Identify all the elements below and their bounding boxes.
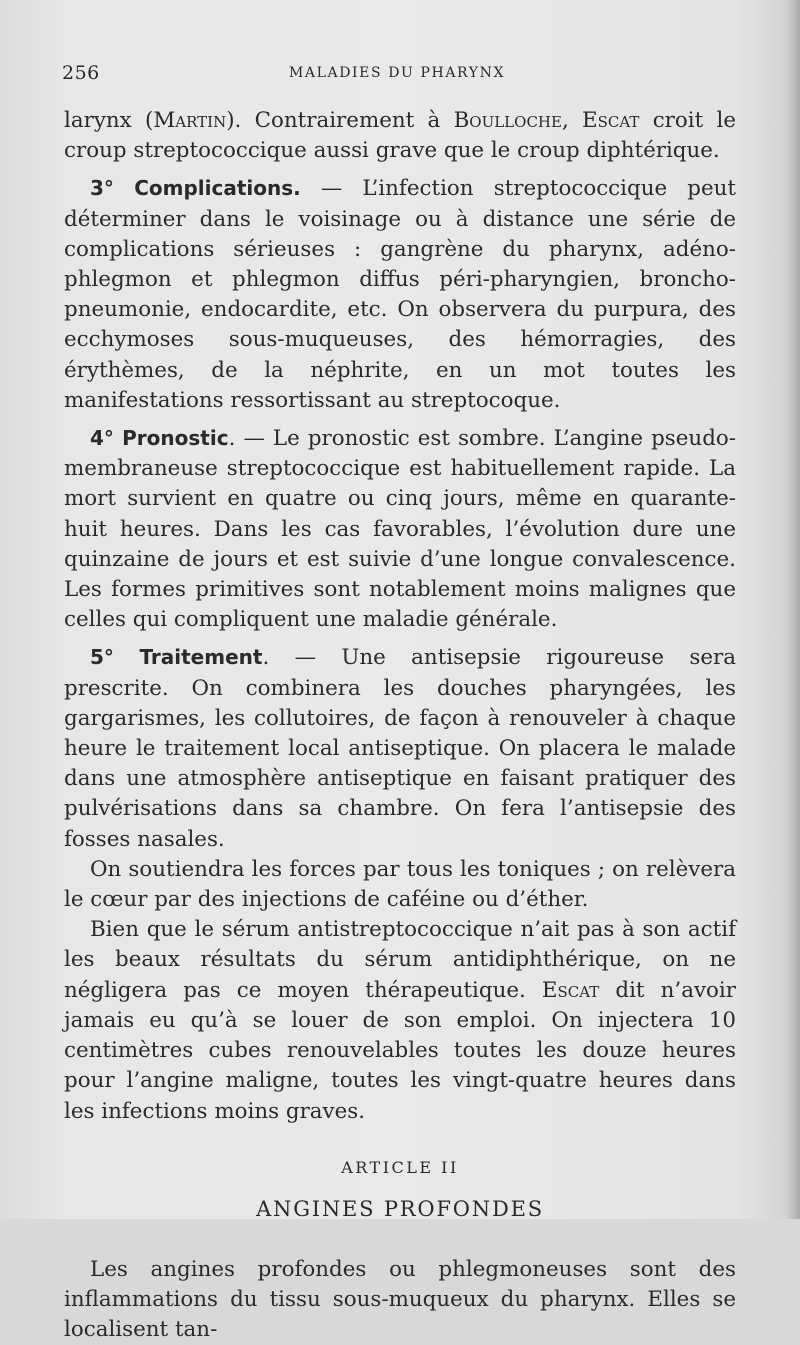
section-heading-traitement: 5° Traitement (90, 645, 263, 670)
paragraph-serum (64, 915, 736, 1126)
section-heading-complications: 3° Complications. (90, 176, 301, 201)
paragraph-toniques: On soutiendra les forces par tous les toniques ; on relèvera le cœur par des injections de caféine ou d’éther. (64, 856, 736, 913)
text-run: croit le croup streptococcique aussi grave que le croup diphtérique. (64, 108, 736, 164)
section-text: — L’infection streptococcique peut déterminer dans le voisinage ou à distance une série de complications sérieuses : gangrène du pharynx, adéno-phlegmon et phlegmon diffus péri-pharyngien, broncho-pneumonie, endocardite, etc. On observera du purpura, des ecchymoses sous-muqueuses, des hémorragies, des érythèmes, de la néphrite, en un mot toutes les manifestations ressortissant au streptocoque. (64, 176, 736, 413)
text-run: dit n’avoir jamais eu qu’à se louer de son emploi. On injectera 10 centimètres cubes renouvelables toutes les douze heures pour l’angine maligne, toutes les vingt-quatre heures dans les infections moins graves. (64, 977, 736, 1124)
author-name: Boulloche (453, 108, 562, 133)
text-run: ). Contrairement à (226, 108, 454, 133)
page-number: 256 (62, 62, 100, 84)
paragraph-larynx (64, 106, 736, 166)
page-edge-shadow (786, 0, 800, 1219)
page-header (62, 62, 732, 86)
article-title: ANGINES PROFONDES (256, 1196, 544, 1221)
running-head: MALADIES DU PHARYNX (288, 65, 506, 81)
section-text: . — Le pronostic est sombre. L’angine pseudo-membraneuse streptococcique est habituellement rapide. La mort survient en quatre ou cinq jours, même en quarante-huit heures. Dans les cas favorables, l’évolution dure une quinzaine de jours et est suivie d’une longue convalescence. Les formes primitives sont notablement moins malignes que celles qui compliquent une maladie générale. (64, 426, 736, 633)
paragraph-complications (64, 173, 736, 416)
paragraph-angines-profondes: Les angines profondes ou phlegmoneuses sont des inflammations du tissu sous-muqueux du pharynx. Elles se localisent tan- (64, 1256, 736, 1343)
body-text (64, 106, 736, 1345)
text-run: , (561, 108, 583, 133)
author-name: Escat (582, 108, 640, 133)
paragraph-pronostic (64, 423, 736, 635)
section-text: . — Une antisepsie rigoureuse sera prescrite. On combinera les douches pharyngées, les gargarismes, les collutoires, de façon à renouveler à chaque heure le traitement local antiseptique. On placera le malade dans une atmosphère antiseptique en faisant pratiquer des pulvérisations dans sa chambre. On fera l’antisepsie des fosses nasales. (64, 645, 736, 852)
section-heading-pronostic: 4° Pronostic (90, 426, 229, 451)
article-label: ARTICLE II (341, 1157, 459, 1177)
paragraph-traitement (64, 642, 736, 854)
text-run: Bien que le sérum antistreptococcique n’ait pas à son actif les beaux résultats du sérum antidiphthérique, on ne négligera pas ce moyen thérapeutique. (64, 917, 736, 1003)
text-run: larynx ( (64, 108, 154, 133)
author-name: Martin (153, 108, 227, 133)
author-name: Escat (541, 977, 600, 1003)
